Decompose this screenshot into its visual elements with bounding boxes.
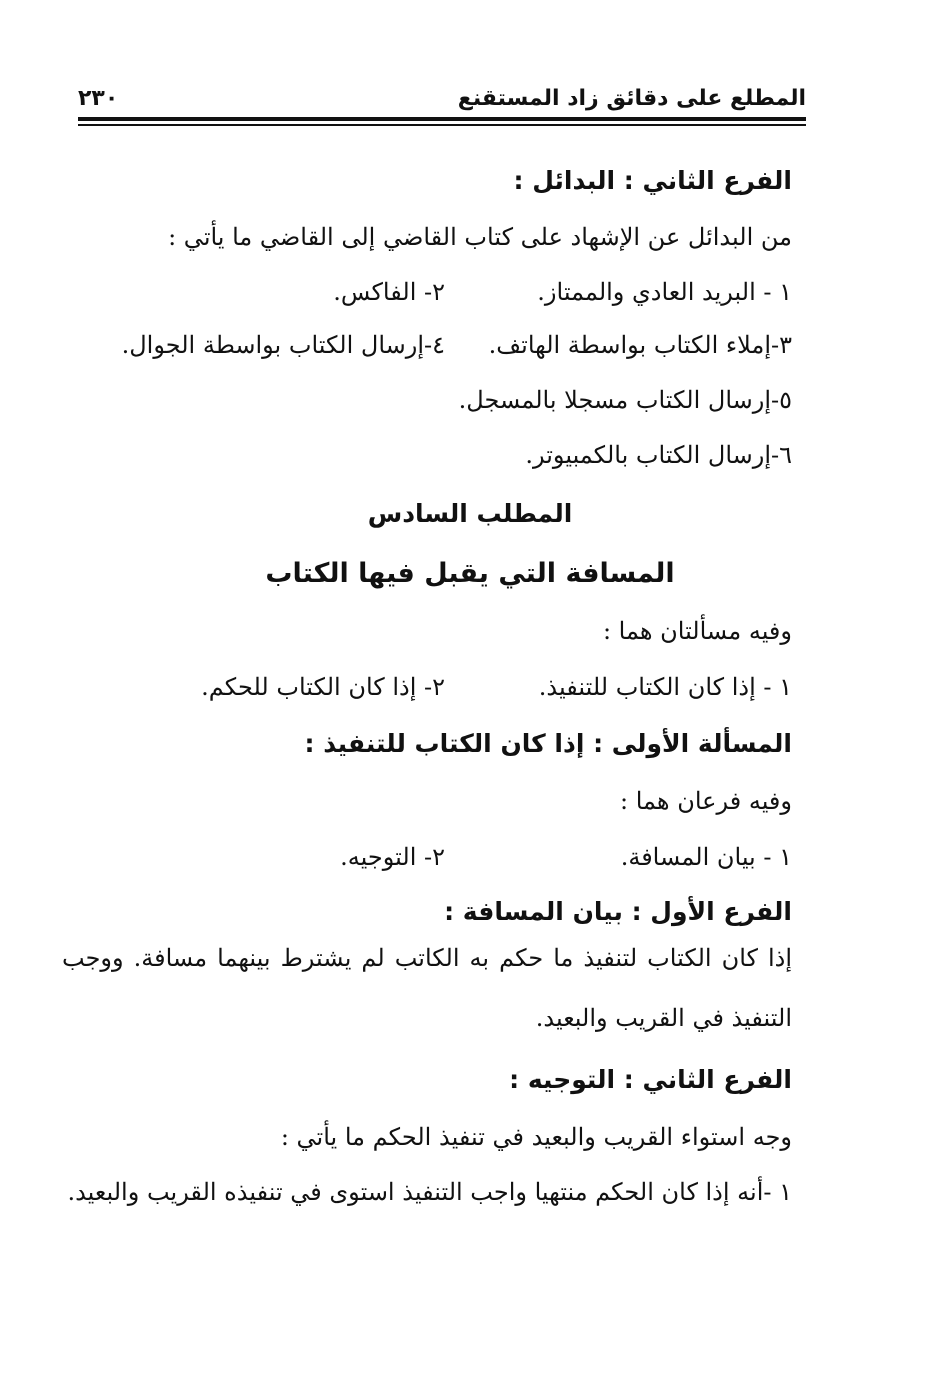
list-item: ٤-إرسال الكتاب بواسطة الجوال. (121, 331, 445, 359)
issue-intro: وفيه فرعان هما : (620, 787, 792, 815)
list-item: ١ - بيان المسافة. (620, 843, 792, 871)
branch-heading-distance: الفرع الأول : بيان المسافة : (444, 897, 792, 926)
section-title: المطلب السادس (367, 499, 573, 528)
branch-heading-guidance: الفرع الثاني : التوجيه : (509, 1065, 792, 1094)
list-item: ١ - إذا كان الكتاب للتنفيذ. (538, 673, 792, 701)
section-subtitle: المسافة التي يقبل فيها الكتاب (265, 558, 675, 589)
header-rule-thick (78, 117, 806, 121)
list-item: ٥-إرسال الكتاب مسجلا بالمسجل. (458, 386, 792, 414)
list-item: ٢- التوجيه. (340, 843, 445, 871)
issue-heading: المسألة الأولى : إذا كان الكتاب للتنفيذ : (304, 729, 792, 758)
section-intro: وفيه مسألتان هما : (602, 617, 792, 645)
running-header (78, 82, 806, 114)
branch-heading-alternatives: الفرع الثاني : البدائل : (513, 166, 792, 195)
alternatives-intro: من البدائل عن الإشهاد على كتاب القاضي إلى القاضي ما يأتي : (168, 223, 792, 251)
list-item: ٦-إرسال الكتاب بالكمبيوتر. (525, 441, 792, 469)
guidance-intro: وجه استواء القريب والبعيد في تنفيذ الحكم ما يأتي : (280, 1123, 792, 1151)
header-rule-thin (78, 124, 806, 126)
book-title: المطلع على دقائق زاد المستقنع (457, 85, 806, 111)
page-number: ٢٣٠ (78, 85, 119, 111)
list-item: ٣-إملاء الكتاب بواسطة الهاتف. (488, 331, 792, 359)
list-item: ٢- الفاكس. (333, 278, 445, 306)
guidance-item: ١ -أنه إذا كان الحكم منتهيا واجب التنفيذ استوى في تنفيذه القريب والبعيد. (67, 1178, 792, 1206)
list-item: ١ - البريد العادي والممتاز. (537, 278, 792, 306)
list-item: ٢- إذا كان الكتاب للحكم. (201, 673, 445, 701)
distance-paragraph: إذا كان الكتاب لتنفيذ ما حكم به الكاتب لم يشترط بينهما مسافة. ووجب التنفيذ في القريب والبعيد. (62, 944, 792, 1032)
